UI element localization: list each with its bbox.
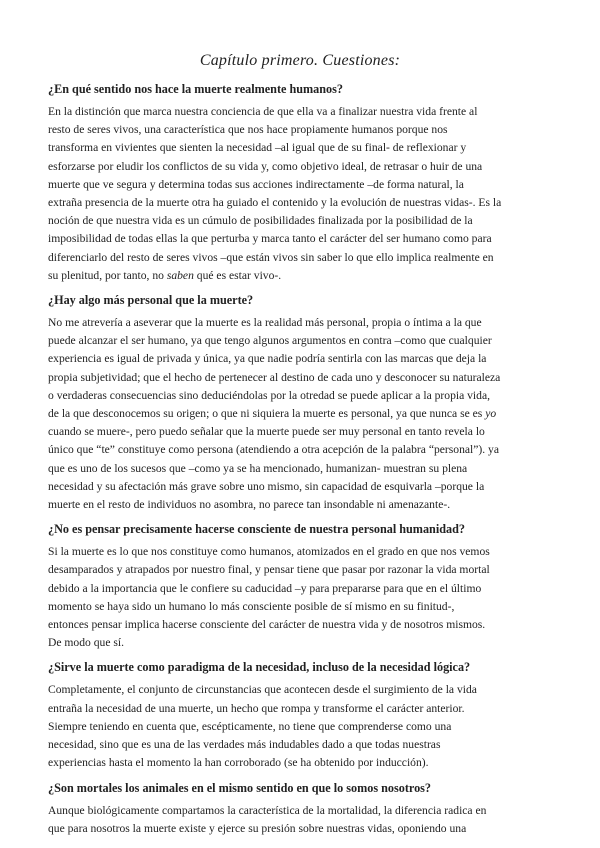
emphasis-text: yo [485,407,497,421]
question-heading: ¿Son mortales los animales en el mismo sentido en que lo somos nosotros? [48,780,432,795]
text-line: o verdaderas consecuencias sino deduciéndolas por la otredad se puede aplicar a la propia vida, [48,388,490,402]
question-heading: ¿No es pensar precisamente hacerse consciente de nuestra personal humanidad? [48,522,465,537]
text-line: puede alcanzar el ser humano, ya que tengo algunos argumentos en contra –como que cualquier [48,334,492,348]
text-line: extraña presencia de la muerte otra ha guiado el contenido y la evolución de nuestras vidas-. Es la [48,196,502,210]
question-heading: ¿Hay algo más personal que la muerte? [48,293,254,308]
text-line: muerte que ve segura y determina todas sus acciones indirectamente –de forma natural, la [48,177,464,191]
text-line: De modo que sí. [48,636,124,650]
text-line: entonces pensar implica hacerse consciente del carácter de nuestra vida y de nosotros mismos. [48,618,486,632]
text-line: esforzarse por eludir los conflictos de su vida y, como objetivo ideal, de retrasar o huir de una [48,159,483,173]
text-line: que para nosotros la muerte existe y ejerce su presión sobre nuestras vidas, oponiendo una [48,821,467,835]
paragraph [48,681,552,772]
text-line: necesidad y su afectación más grave sobre uno mismo, sin capacidad de esquivarla –porque la [48,479,485,493]
text-line: experiencias hasta el momento la han corroborado (se ha obtenido por inducción). [48,756,429,770]
text-line: Aunque biológicamente compartamos la característica de la mortalidad, la diferencia radica en [48,803,487,817]
text-line: diferenciarlo del resto de seres vivos –que están vivos sin saber lo que ello implica realmente en [48,250,494,264]
text-line: entraña la necesidad de una muerte, un hecho que rompa y transforme el carácter anterior. [48,701,465,715]
text-line: que es uno de los sucesos que –como ya se ha mencionado, humanizan- muestran su plena [48,461,468,475]
paragraph [48,314,552,514]
text-line: propia subjetividad; que el hecho de pertenecer al destino de cada uno y desconocer su naturaleza [48,370,501,384]
paragraph [48,103,552,285]
text-line: debido a la importancia que le confiere su caducidad –y para prepararse para que en el último [48,581,482,595]
text-line: desamparados y atrapados por nuestro final, y pensar tiene que pasar por razonar la vida mortal [48,563,490,577]
document-page [48,52,552,846]
paragraph [48,543,552,652]
text-line: muerte en el resto de individuos no asombra, no parece tan insondable ni amenazante-. [48,498,451,512]
text-line: momento se haya sido un humano lo más consciente posible de sí mismo en su finitud-, [48,599,455,613]
text-line: Si la muerte es lo que nos constituye como humanos, atomizados en el grado en que nos vemos [48,545,490,559]
paragraph [48,802,552,838]
text-line: su plenitud, por tanto, no [48,268,167,282]
text-line: de la que desconocemos su origen; o que ni siquiera la muerte es personal, ya que nunca se es [48,407,486,421]
text-line: noción de que nuestra vida es un cúmulo de posibilidades finalizada por la posibilidad de la [48,214,473,228]
question-heading: ¿En qué sentido nos hace la muerte realmente humanos? [48,82,343,96]
text-line: qué es estar vivo-. [193,268,282,282]
text-line: imposibilidad de todas ellas la que perturba y marca tanto el carácter del ser humano como para [48,232,492,246]
text-line: Siempre teniendo en cuenta que, escépticamente, no tiene que comprenderse como una [48,719,452,733]
text-line: experiencia es igual de privada y única, ya que nadie podría sentirla con las marcas que deja la [48,352,487,366]
text-line: Completamente, el conjunto de circunstancias que acontecen desde el surgimiento de la vida [48,683,477,697]
text-line: cuando se muere-, pero puedo señalar que la muerte puede ser muy personal en tanto revela lo [48,425,485,439]
text-line: único que “te” constituye como persona (atendiendo a otra acepción de la palabra “personal”). ya [48,443,499,457]
chapter-title: Capítulo primero. Cuestiones: [199,52,401,69]
text-line: necesidad, sino que es una de las verdades más indudables dado a que todas nuestras [48,738,441,752]
question-heading: ¿Sirve la muerte como paradigma de la necesidad, incluso de la necesidad lógica? [48,660,471,675]
text-line: No me atrevería a aseverar que la muerte es la realidad más personal, propia o íntima a la que [48,316,482,330]
text-line: transforma en vivientes que sienten la necesidad –al igual que de su final- de reflexionar y [48,141,467,155]
emphasis-text: saben [166,268,194,282]
text-line: En la distinción que marca nuestra conciencia de que ella va a finalizar nuestra vida frente al [48,105,478,118]
text-line: resto de seres vivos, una característica que nos hace propiamente humanos porque nos [48,123,448,137]
